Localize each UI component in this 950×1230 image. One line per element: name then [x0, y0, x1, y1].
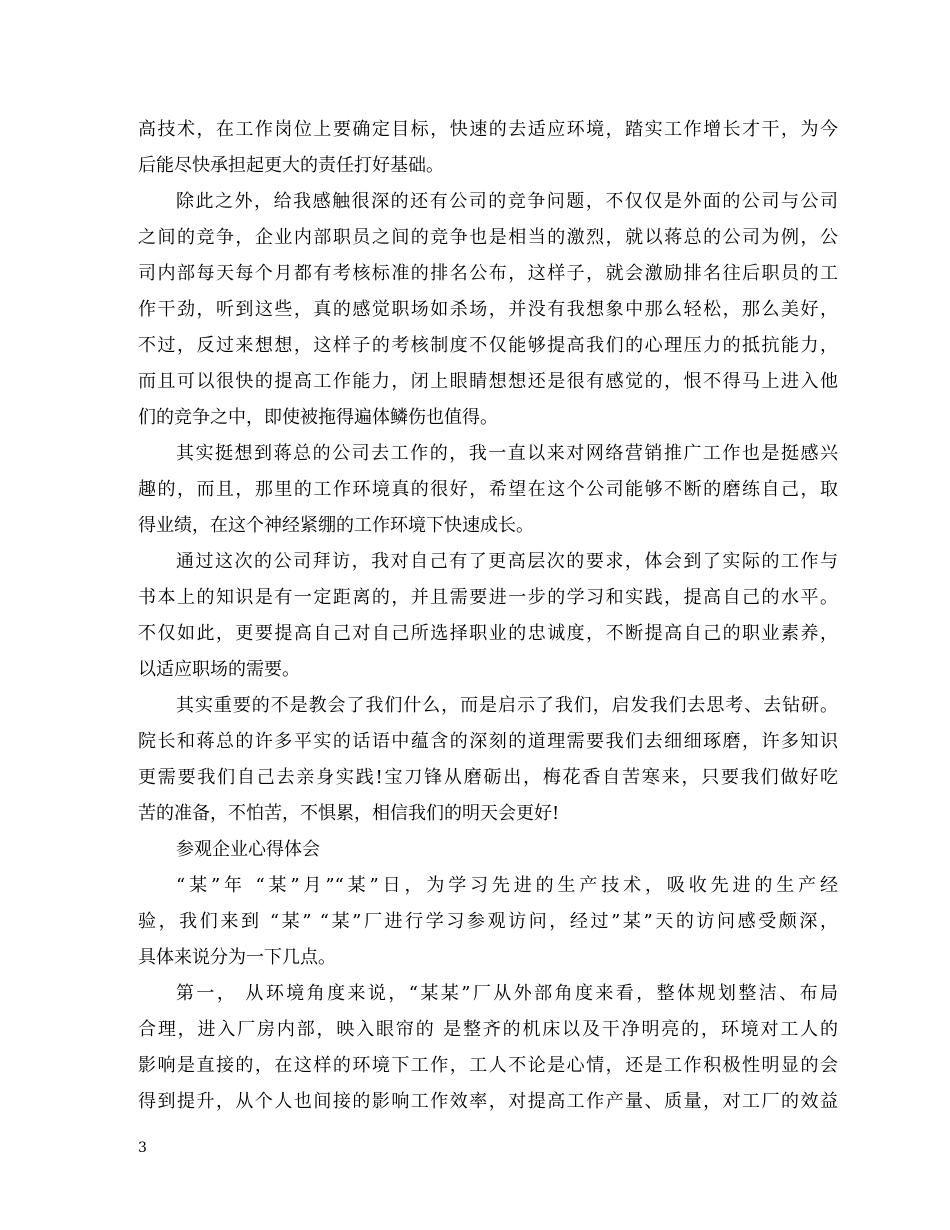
text-line: 作干劲，听到这些，真的感觉职场如杀场，并没有我想象中那么轻松，那么美好，: [138, 299, 838, 320]
text-line: 书本上的知识是有一定距离的，并且需要进一步的学习和实践，提高自己的水平。: [138, 587, 838, 608]
text-line: 得业绩，在这个神经紧绷的工作环境下快速成长。: [138, 515, 534, 536]
text-line: 更需要我们自己去亲身实践!宝刀锋从磨砺出，梅花香自苦寒来，只要我们做好吃: [138, 767, 838, 788]
text-line: 以适应职场的需要。: [138, 659, 300, 680]
page-number: 3: [138, 1140, 147, 1156]
text-line: “某”年 “某”月”“某”日，为学习先进的生产技术，吸收先进的生产经: [176, 875, 838, 896]
text-line: 通过这次的公司拜访，我对自己有了更高层次的要求，体会到了实际的工作与: [176, 551, 838, 572]
text-line: 高技术，在工作岗位上要确定目标，快速的去适应环境，踏实工作增长才干，为今: [138, 119, 838, 140]
text-line: 得到提升，从个人也间接的影响工作效率，对提高工作产量、质量，对工厂的效益: [138, 1091, 838, 1112]
body-text: [138, 112, 838, 1120]
text-line: 趣的，而且，那里的工作环境真的很好，希望在这个公司能够不断的磨练自己，取: [138, 479, 838, 500]
text-line: 影响是直接的，在这样的环境下工作，工人不论是心情，还是工作积极性明显的会: [138, 1055, 838, 1076]
text-line: 其实挺想到蒋总的公司去工作的，我一直以来对网络营销推广工作也是挺感兴: [176, 443, 838, 464]
text-line: 具体来说分为一下几点。: [138, 947, 336, 968]
text-line: 后能尽快承担起更大的责任打好基础。: [138, 155, 444, 176]
text-line: 苦的准备，不怕苦，不惧累，相信我们的明天会更好!: [138, 803, 560, 824]
text-line: 其实重要的不是教会了我们什么，而是启示了我们，启发我们去思考、去钻研。: [176, 695, 838, 716]
section-heading: 参观企业心得体会: [176, 839, 320, 860]
text-line: 合理，进入厂房内部，映入眼帘的 是整齐的机床以及干净明亮的，环境对工人的: [138, 1019, 838, 1040]
text-line: 院长和蒋总的许多平实的话语中蕴含的深刻的道理需要我们去细细琢磨，许多知识: [138, 731, 838, 752]
text-line: 司内部每天每个月都有考核标准的排名公布，这样子，就会激励排名往后职员的工: [138, 263, 838, 284]
text-line: 第一， 从环境角度来说，“某某”厂从外部角度来看，整体规划整洁、布局: [176, 983, 838, 1004]
text-line: 除此之外，给我感触很深的还有公司的竞争问题，不仅仅是外面的公司与公司: [176, 191, 838, 212]
text-line: 而且可以很快的提高工作能力，闭上眼睛想想还是很有感觉的，恨不得马上进入他: [138, 371, 838, 392]
text-line: 之间的竞争，企业内部职员之间的竞争也是相当的激烈，就以蒋总的公司为例，公: [138, 227, 838, 248]
text-line: 们的竞争之中，即使被拖得遍体鳞伤也值得。: [138, 407, 498, 428]
text-line: 不仅如此，更要提高自己对自己所选择职业的忠诚度，不断提高自己的职业素养，: [138, 623, 838, 644]
text-line: 不过，反过来想想，这样子的考核制度不仅能够提高我们的心理压力的抵抗能力，: [138, 335, 838, 356]
text-line: 验，我们来到 “某” “某”厂进行学习参观访问，经过”某”天的访问感受颇深，: [138, 911, 838, 932]
